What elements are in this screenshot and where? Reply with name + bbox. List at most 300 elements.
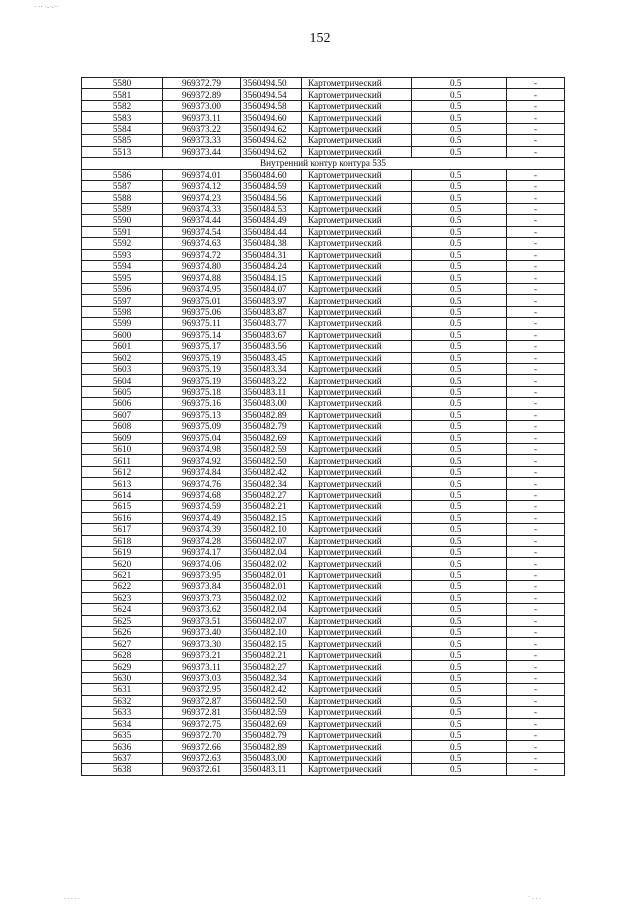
point-number-cell: 5590 [82, 215, 163, 226]
table-row [82, 169, 565, 180]
method-cell: Картометрический [302, 203, 412, 214]
accuracy-cell: 0.5 [412, 100, 507, 111]
point-number-cell: 5632 [82, 695, 163, 706]
y-coordinate-cell: 3560494.62 [241, 123, 302, 134]
method-cell: Картометрический [302, 489, 412, 500]
extra-cell: - [507, 169, 565, 180]
accuracy-cell: 0.5 [412, 512, 507, 523]
point-number-cell: 5619 [82, 546, 163, 557]
method-cell: Картометрический [302, 295, 412, 306]
y-coordinate-cell: 3560494.62 [241, 135, 302, 146]
y-coordinate-cell: 3560483.56 [241, 341, 302, 352]
accuracy-cell: 0.5 [412, 421, 507, 432]
point-number-cell: 5602 [82, 352, 163, 363]
extra-cell: - [507, 649, 565, 660]
extra-cell: - [507, 718, 565, 729]
x-coordinate-cell: 969375.16 [163, 398, 241, 409]
accuracy-cell: 0.5 [412, 569, 507, 580]
table-row [82, 707, 565, 718]
accuracy-cell: 0.5 [412, 627, 507, 638]
extra-cell: - [507, 341, 565, 352]
x-coordinate-cell: 969372.95 [163, 684, 241, 695]
accuracy-cell: 0.5 [412, 764, 507, 775]
accuracy-cell: 0.5 [412, 672, 507, 683]
table-row [82, 489, 565, 500]
table-row [82, 283, 565, 294]
y-coordinate-cell: 3560482.04 [241, 546, 302, 557]
extra-cell: - [507, 672, 565, 683]
x-coordinate-cell: 969374.88 [163, 272, 241, 283]
x-coordinate-cell: 969375.06 [163, 306, 241, 317]
table-row [82, 238, 565, 249]
method-cell: Картометрический [302, 329, 412, 340]
x-coordinate-cell: 969373.11 [163, 112, 241, 123]
table-row [82, 741, 565, 752]
accuracy-cell: 0.5 [412, 180, 507, 191]
point-number-cell: 5628 [82, 649, 163, 660]
table-row [82, 226, 565, 237]
method-cell: Картометрический [302, 238, 412, 249]
point-number-cell: 5622 [82, 581, 163, 592]
method-cell: Картометрический [302, 615, 412, 626]
extra-cell: - [507, 524, 565, 535]
table-row [82, 524, 565, 535]
table-row [82, 501, 565, 512]
x-coordinate-cell: 969373.62 [163, 604, 241, 615]
accuracy-cell: 0.5 [412, 363, 507, 374]
table-row [82, 581, 565, 592]
accuracy-cell: 0.5 [412, 535, 507, 546]
method-cell: Картометрический [302, 581, 412, 592]
y-coordinate-cell: 3560484.56 [241, 192, 302, 203]
y-coordinate-cell: 3560494.58 [241, 100, 302, 111]
accuracy-cell: 0.5 [412, 238, 507, 249]
x-coordinate-cell: 969375.01 [163, 295, 241, 306]
y-coordinate-cell: 3560483.11 [241, 764, 302, 775]
extra-cell: - [507, 318, 565, 329]
extra-cell: - [507, 146, 565, 157]
method-cell: Картометрический [302, 352, 412, 363]
extra-cell: - [507, 238, 565, 249]
method-cell: Картометрический [302, 729, 412, 740]
method-cell: Картометрический [302, 146, 412, 157]
method-cell: Картометрический [302, 627, 412, 638]
extra-cell: - [507, 661, 565, 672]
y-coordinate-cell: 3560484.07 [241, 283, 302, 294]
extra-cell: - [507, 466, 565, 477]
method-cell: Картометрический [302, 135, 412, 146]
y-coordinate-cell: 3560482.07 [241, 535, 302, 546]
y-coordinate-cell: 3560482.02 [241, 558, 302, 569]
method-cell: Картометрический [302, 444, 412, 455]
point-number-cell: 5586 [82, 169, 163, 180]
table-row [82, 112, 565, 123]
x-coordinate-cell: 969374.59 [163, 501, 241, 512]
x-coordinate-cell: 969374.84 [163, 466, 241, 477]
extra-cell: - [507, 604, 565, 615]
x-coordinate-cell: 969373.33 [163, 135, 241, 146]
accuracy-cell: 0.5 [412, 741, 507, 752]
method-cell: Картометрический [302, 215, 412, 226]
y-coordinate-cell: 3560482.89 [241, 409, 302, 420]
accuracy-cell: 0.5 [412, 192, 507, 203]
table-row [82, 569, 565, 580]
extra-cell: - [507, 203, 565, 214]
table-row [82, 627, 565, 638]
accuracy-cell: 0.5 [412, 604, 507, 615]
y-coordinate-cell: 3560484.38 [241, 238, 302, 249]
method-cell: Картометрический [302, 169, 412, 180]
accuracy-cell: 0.5 [412, 432, 507, 443]
extra-cell: - [507, 112, 565, 123]
accuracy-cell: 0.5 [412, 581, 507, 592]
point-number-cell: 5631 [82, 684, 163, 695]
method-cell: Картометрический [302, 283, 412, 294]
y-coordinate-cell: 3560482.34 [241, 672, 302, 683]
table-row [82, 432, 565, 443]
point-number-cell: 5604 [82, 375, 163, 386]
y-coordinate-cell: 3560482.42 [241, 684, 302, 695]
x-coordinate-cell: 969374.98 [163, 444, 241, 455]
table-row [82, 535, 565, 546]
accuracy-cell: 0.5 [412, 283, 507, 294]
y-coordinate-cell: 3560482.27 [241, 661, 302, 672]
y-coordinate-cell: 3560482.59 [241, 707, 302, 718]
method-cell: Картометрический [302, 421, 412, 432]
point-number-cell: 5615 [82, 501, 163, 512]
x-coordinate-cell: 969372.89 [163, 89, 241, 100]
point-number-cell: 5589 [82, 203, 163, 214]
x-coordinate-cell: 969374.44 [163, 215, 241, 226]
y-coordinate-cell: 3560482.50 [241, 695, 302, 706]
method-cell: Картометрический [302, 546, 412, 557]
y-coordinate-cell: 3560484.60 [241, 169, 302, 180]
accuracy-cell: 0.5 [412, 306, 507, 317]
x-coordinate-cell: 969373.21 [163, 649, 241, 660]
table-row [82, 375, 565, 386]
x-coordinate-cell: 969375.11 [163, 318, 241, 329]
table-row [82, 249, 565, 260]
method-cell: Картометрический [302, 192, 412, 203]
table-row [82, 203, 565, 214]
extra-cell: - [507, 615, 565, 626]
method-cell: Картометрический [302, 341, 412, 352]
table-row [82, 78, 565, 89]
method-cell: Картометрический [302, 764, 412, 775]
point-number-cell: 5621 [82, 569, 163, 580]
table-row [82, 455, 565, 466]
extra-cell: - [507, 752, 565, 763]
accuracy-cell: 0.5 [412, 752, 507, 763]
section-header-row [82, 158, 565, 169]
table-row [82, 341, 565, 352]
extra-cell: - [507, 444, 565, 455]
y-coordinate-cell: 3560483.67 [241, 329, 302, 340]
extra-cell: - [507, 409, 565, 420]
x-coordinate-cell: 969374.63 [163, 238, 241, 249]
point-number-cell: 5626 [82, 627, 163, 638]
x-coordinate-cell: 969372.79 [163, 78, 241, 89]
accuracy-cell: 0.5 [412, 329, 507, 340]
point-number-cell: 5580 [82, 78, 163, 89]
method-cell: Картометрический [302, 112, 412, 123]
y-coordinate-cell: 3560484.49 [241, 215, 302, 226]
extra-cell: - [507, 375, 565, 386]
accuracy-cell: 0.5 [412, 169, 507, 180]
table-row [82, 444, 565, 455]
x-coordinate-cell: 969375.17 [163, 341, 241, 352]
accuracy-cell: 0.5 [412, 478, 507, 489]
y-coordinate-cell: 3560483.45 [241, 352, 302, 363]
point-number-cell: 5607 [82, 409, 163, 420]
point-number-cell: 5583 [82, 112, 163, 123]
y-coordinate-cell: 3560482.59 [241, 444, 302, 455]
extra-cell: - [507, 501, 565, 512]
point-number-cell: 5594 [82, 261, 163, 272]
extra-cell: - [507, 352, 565, 363]
table-row [82, 558, 565, 569]
method-cell: Картометрический [302, 478, 412, 489]
extra-cell: - [507, 123, 565, 134]
accuracy-cell: 0.5 [412, 78, 507, 89]
x-coordinate-cell: 969375.13 [163, 409, 241, 420]
y-coordinate-cell: 3560482.42 [241, 466, 302, 477]
accuracy-cell: 0.5 [412, 638, 507, 649]
point-number-cell: 5598 [82, 306, 163, 317]
method-cell: Картометрический [302, 718, 412, 729]
accuracy-cell: 0.5 [412, 729, 507, 740]
point-number-cell: 5613 [82, 478, 163, 489]
accuracy-cell: 0.5 [412, 261, 507, 272]
y-coordinate-cell: 3560482.01 [241, 569, 302, 580]
method-cell: Картометрический [302, 398, 412, 409]
extra-cell: - [507, 249, 565, 260]
x-coordinate-cell: 969374.92 [163, 455, 241, 466]
scan-artifact-bottom-right: · . . . [528, 893, 541, 901]
point-number-cell: 5624 [82, 604, 163, 615]
table-row [82, 764, 565, 775]
accuracy-cell: 0.5 [412, 649, 507, 660]
accuracy-cell: 0.5 [412, 89, 507, 100]
method-cell: Картометрический [302, 649, 412, 660]
point-number-cell: 5584 [82, 123, 163, 134]
accuracy-cell: 0.5 [412, 112, 507, 123]
table-row [82, 192, 565, 203]
point-number-cell: 5591 [82, 226, 163, 237]
accuracy-cell: 0.5 [412, 455, 507, 466]
method-cell: Картометрический [302, 261, 412, 272]
table-row [82, 421, 565, 432]
accuracy-cell: 0.5 [412, 295, 507, 306]
x-coordinate-cell: 969372.63 [163, 752, 241, 763]
y-coordinate-cell: 3560494.60 [241, 112, 302, 123]
method-cell: Картометрический [302, 78, 412, 89]
x-coordinate-cell: 969373.84 [163, 581, 241, 592]
x-coordinate-cell: 969374.17 [163, 546, 241, 557]
table-row [82, 272, 565, 283]
point-number-cell: 5630 [82, 672, 163, 683]
y-coordinate-cell: 3560482.89 [241, 741, 302, 752]
table-row [82, 466, 565, 477]
table-row [82, 752, 565, 763]
extra-cell: - [507, 180, 565, 191]
y-coordinate-cell: 3560482.04 [241, 604, 302, 615]
x-coordinate-cell: 969375.19 [163, 352, 241, 363]
accuracy-cell: 0.5 [412, 489, 507, 500]
y-coordinate-cell: 3560482.10 [241, 524, 302, 535]
x-coordinate-cell: 969374.68 [163, 489, 241, 500]
extra-cell: - [507, 192, 565, 203]
accuracy-cell: 0.5 [412, 318, 507, 329]
y-coordinate-cell: 3560482.27 [241, 489, 302, 500]
extra-cell: - [507, 638, 565, 649]
x-coordinate-cell: 969374.76 [163, 478, 241, 489]
method-cell: Картометрический [302, 592, 412, 603]
extra-cell: - [507, 512, 565, 523]
y-coordinate-cell: 3560482.69 [241, 718, 302, 729]
x-coordinate-cell: 969372.81 [163, 707, 241, 718]
extra-cell: - [507, 432, 565, 443]
point-number-cell: 5600 [82, 329, 163, 340]
table-row [82, 672, 565, 683]
point-number-cell: 5608 [82, 421, 163, 432]
table-row [82, 135, 565, 146]
table-row [82, 695, 565, 706]
table-row [82, 261, 565, 272]
y-coordinate-cell: 3560482.21 [241, 501, 302, 512]
scan-artifact-bottom-left: . . . . . [64, 893, 80, 901]
accuracy-cell: 0.5 [412, 203, 507, 214]
point-number-cell: 5611 [82, 455, 163, 466]
extra-cell: - [507, 283, 565, 294]
extra-cell: - [507, 100, 565, 111]
table-row [82, 180, 565, 191]
x-coordinate-cell: 969374.06 [163, 558, 241, 569]
extra-cell: - [507, 478, 565, 489]
point-number-cell: 5601 [82, 341, 163, 352]
point-number-cell: 5585 [82, 135, 163, 146]
x-coordinate-cell: 969373.22 [163, 123, 241, 134]
extra-cell: - [507, 272, 565, 283]
x-coordinate-cell: 969375.19 [163, 375, 241, 386]
y-coordinate-cell: 3560484.31 [241, 249, 302, 260]
y-coordinate-cell: 3560482.07 [241, 615, 302, 626]
y-coordinate-cell: 3560484.15 [241, 272, 302, 283]
accuracy-cell: 0.5 [412, 123, 507, 134]
point-number-cell: 5595 [82, 272, 163, 283]
point-number-cell: 5614 [82, 489, 163, 500]
table-row [82, 615, 565, 626]
accuracy-cell: 0.5 [412, 135, 507, 146]
point-number-cell: 5596 [82, 283, 163, 294]
y-coordinate-cell: 3560484.59 [241, 180, 302, 191]
extra-cell: - [507, 261, 565, 272]
accuracy-cell: 0.5 [412, 707, 507, 718]
method-cell: Картометрический [302, 604, 412, 615]
x-coordinate-cell: 969374.12 [163, 180, 241, 191]
x-coordinate-cell: 969374.39 [163, 524, 241, 535]
accuracy-cell: 0.5 [412, 546, 507, 557]
table-row [82, 329, 565, 340]
method-cell: Картометрический [302, 638, 412, 649]
point-number-cell: 5587 [82, 180, 163, 191]
point-number-cell: 5627 [82, 638, 163, 649]
extra-cell: - [507, 215, 565, 226]
x-coordinate-cell: 969375.14 [163, 329, 241, 340]
table-row [82, 89, 565, 100]
extra-cell: - [507, 455, 565, 466]
point-number-cell: 5616 [82, 512, 163, 523]
accuracy-cell: 0.5 [412, 501, 507, 512]
table-row [82, 295, 565, 306]
method-cell: Картометрический [302, 123, 412, 134]
table-row [82, 512, 565, 523]
point-number-cell: 5638 [82, 764, 163, 775]
point-number-cell: 5618 [82, 535, 163, 546]
accuracy-cell: 0.5 [412, 409, 507, 420]
point-number-cell: 5592 [82, 238, 163, 249]
method-cell: Картометрический [302, 375, 412, 386]
point-number-cell: 5609 [82, 432, 163, 443]
method-cell: Картометрический [302, 89, 412, 100]
point-number-cell: 5582 [82, 100, 163, 111]
extra-cell: - [507, 489, 565, 500]
point-number-cell: 5629 [82, 661, 163, 672]
x-coordinate-cell: 969374.33 [163, 203, 241, 214]
y-coordinate-cell: 3560483.22 [241, 375, 302, 386]
point-number-cell: 5610 [82, 444, 163, 455]
method-cell: Картометрический [302, 569, 412, 580]
table-row [82, 363, 565, 374]
y-coordinate-cell: 3560483.00 [241, 398, 302, 409]
method-cell: Картометрический [302, 524, 412, 535]
method-cell: Картометрический [302, 672, 412, 683]
accuracy-cell: 0.5 [412, 615, 507, 626]
extra-cell: - [507, 558, 565, 569]
point-number-cell: 5635 [82, 729, 163, 740]
extra-cell: - [507, 592, 565, 603]
point-number-cell: 5588 [82, 192, 163, 203]
accuracy-cell: 0.5 [412, 352, 507, 363]
x-coordinate-cell: 969374.80 [163, 261, 241, 272]
y-coordinate-cell: 3560482.69 [241, 432, 302, 443]
x-coordinate-cell: 969372.87 [163, 695, 241, 706]
point-number-cell: 5620 [82, 558, 163, 569]
y-coordinate-cell: 3560484.44 [241, 226, 302, 237]
x-coordinate-cell: 969372.70 [163, 729, 241, 740]
point-number-cell: 5625 [82, 615, 163, 626]
coordinates-table-body [82, 78, 565, 776]
method-cell: Картометрический [302, 695, 412, 706]
page-number: 152 [309, 31, 331, 46]
y-coordinate-cell: 3560482.10 [241, 627, 302, 638]
y-coordinate-cell: 3560482.15 [241, 512, 302, 523]
table-row [82, 306, 565, 317]
extra-cell: - [507, 729, 565, 740]
extra-cell: - [507, 581, 565, 592]
x-coordinate-cell: 969374.95 [163, 283, 241, 294]
method-cell: Картометрический [302, 180, 412, 191]
y-coordinate-cell: 3560482.15 [241, 638, 302, 649]
accuracy-cell: 0.5 [412, 226, 507, 237]
scan-artifact-top-left: · ·· ·-·-·· [34, 3, 59, 11]
accuracy-cell: 0.5 [412, 341, 507, 352]
table-row [82, 123, 565, 134]
table-row [82, 478, 565, 489]
accuracy-cell: 0.5 [412, 272, 507, 283]
y-coordinate-cell: 3560482.01 [241, 581, 302, 592]
x-coordinate-cell: 969374.01 [163, 169, 241, 180]
